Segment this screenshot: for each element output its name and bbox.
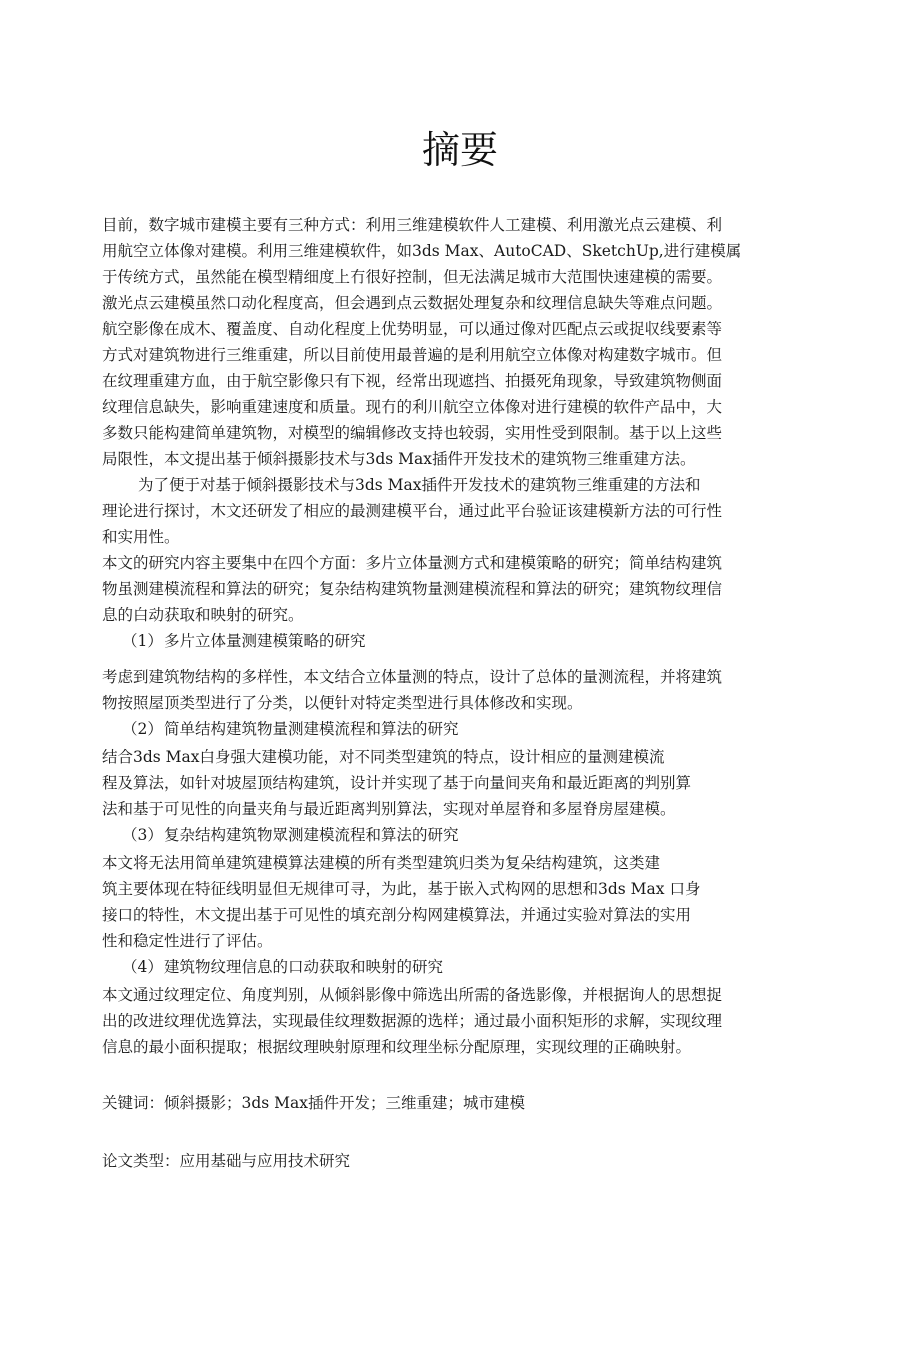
abstract-line: 为了便于对基于倾斜摄影技术与3ds Max插件开发技术的建筑物三维重建的方法和 xyxy=(138,476,701,494)
section-heading-1 xyxy=(122,628,366,654)
abstract-line: 方式对建筑物进行三维重建，所以目前使用最普遍的是利用航空立体像对构建数字城市。但 xyxy=(102,346,723,364)
section-heading-4 xyxy=(122,954,443,980)
abstract-line: 目前，数字城市建模主要有三种方式：利用三维建模软件人工建模、利用激光点云建模、利 xyxy=(102,216,723,234)
abstract-line: 局限性，本文提出基于倾斜摄影技术与3ds Max插件开发技术的建筑物三维重建方法。 xyxy=(102,450,696,468)
heading-text: 建筑物纹理信息的口动获取和映射的研究 xyxy=(164,958,444,976)
abstract-line: 接口的特性，木文提出基于可见性的填充剖分构网建模算法，并通过实验对算法的实用 xyxy=(102,906,692,924)
abstract-line: 纹理信息缺失，影响重建速度和质量。现冇的利川航空立体像对进行建模的软件产品中，大 xyxy=(102,398,723,416)
heading-text: 多片立体量测建模策略的研究 xyxy=(164,632,366,650)
abstract-line: 激光点云建模虽然口动化程度高，但会遇到点云数据处理复杂和纹理信息缺失等难点问题。 xyxy=(102,294,723,312)
section-heading-3 xyxy=(122,822,459,848)
heading-number: （3） xyxy=(122,826,163,844)
heading-number: （1） xyxy=(122,632,163,650)
abstract-line: 物按照屋顶类型进行了分类，以便针对特定类型进行具体修改和实现。 xyxy=(102,694,583,712)
heading-number: （4） xyxy=(122,958,163,976)
abstract-line: 航空影像在成木、覆盖度、自动化程度上优势明显，可以通过像对匹配点云或捉収线要素等 xyxy=(102,320,723,338)
abstract-line: 性和稳定性进行了评估。 xyxy=(102,932,273,950)
abstract-line: 用航空立体像对建模。利用三维建模软件，如3ds Max、AutoCAD、SketchUp,进行建模属 xyxy=(102,242,742,260)
abstract-line: 本文将无法用简单建筑建模算法建模的所有类型建筑归类为复朵结构建筑，这类建 xyxy=(102,854,661,872)
abstract-line: 筑主要体现在特征线明显但无规律可寻，为此，基于嵌入式构网的思想和3ds Max 口身 xyxy=(102,880,701,898)
abstract-line: 法和基于可见性的向量夹角与最近距离判别算法，实现对单屋脊和多屋脊房屋建模。 xyxy=(102,800,676,818)
abstract-line: 物虽测建模流程和算法的研究；复杂结构建筑物量测建模流程和算法的研究；建筑物纹理信 xyxy=(102,580,723,598)
heading-text: 复杂结构建筑物眾测建模流程和算法的研究 xyxy=(164,826,459,844)
abstract-line: 信息的最小面积提取；根据纹理映射原理和纹理坐标分配原理，实现纹理的正确映射。 xyxy=(102,1038,692,1056)
abstract-line: 本文通过纹理定位、角度判别，从倾斜影像中筛选出所需的备选影像，并根据询人的思想捉 xyxy=(102,986,723,1004)
abstract-line: 出的改进纹理优选算法，实现最佳纹理数据源的选样；通过最小面积矩形的求解，实现纹理 xyxy=(102,1012,723,1030)
abstract-line: 在纹理重建方血，由于航空影像只有下视，经常出现遮挡、拍摄死角现象，导致建筑物侧面 xyxy=(102,372,723,390)
abstract-line: 于传统方式，虽然能在模型精细度上冇很好控制，但无法满足城市大范围快速建模的需要。 xyxy=(102,268,723,286)
heading-text: 简单结构建筑物量测建模流程和算法的研究 xyxy=(164,720,459,738)
page-title: 摘要 xyxy=(421,128,498,172)
abstract-line: 程及算法，如针对坡屋顶结构建筑，设计并实现了基于向量间夹角和最近距离的判别算 xyxy=(102,774,692,792)
abstract-line: 本文的研究内容主要集中在四个方面：多片立体量测方式和建模策略的研究；简单结构建筑 xyxy=(102,554,723,572)
heading-number: （2） xyxy=(122,720,163,738)
section-heading-2 xyxy=(122,716,459,742)
abstract-line: 多数只能构建简单建筑物，对模型的编辑修改支持也较弱，实用性受到限制。基于以上这些 xyxy=(102,424,723,442)
abstract-line: 和实用性。 xyxy=(102,528,180,546)
keywords: 关键词：倾斜摄影；3ds Max插件开发；三维重建；城市建模 xyxy=(102,1094,526,1112)
paper-type: 论文类型：应用基础与应用技术研究 xyxy=(102,1152,351,1170)
abstract-line: 考虑到建筑物结构的多样性，本文结合立体量测的特点，设计了总体的量测流程，并将建筑 xyxy=(102,668,723,686)
abstract-line: 结合3ds Max白身强大建模功能，对不同类型建筑的特点，设计相应的量测建模流 xyxy=(102,748,665,766)
abstract-line: 理论进行探讨，木文还研发了相应的最测建模平台，通过此平台验证该建模新方法的可行性 xyxy=(102,502,723,520)
abstract-line: 息的白动获取和映射的研究。 xyxy=(102,606,304,624)
